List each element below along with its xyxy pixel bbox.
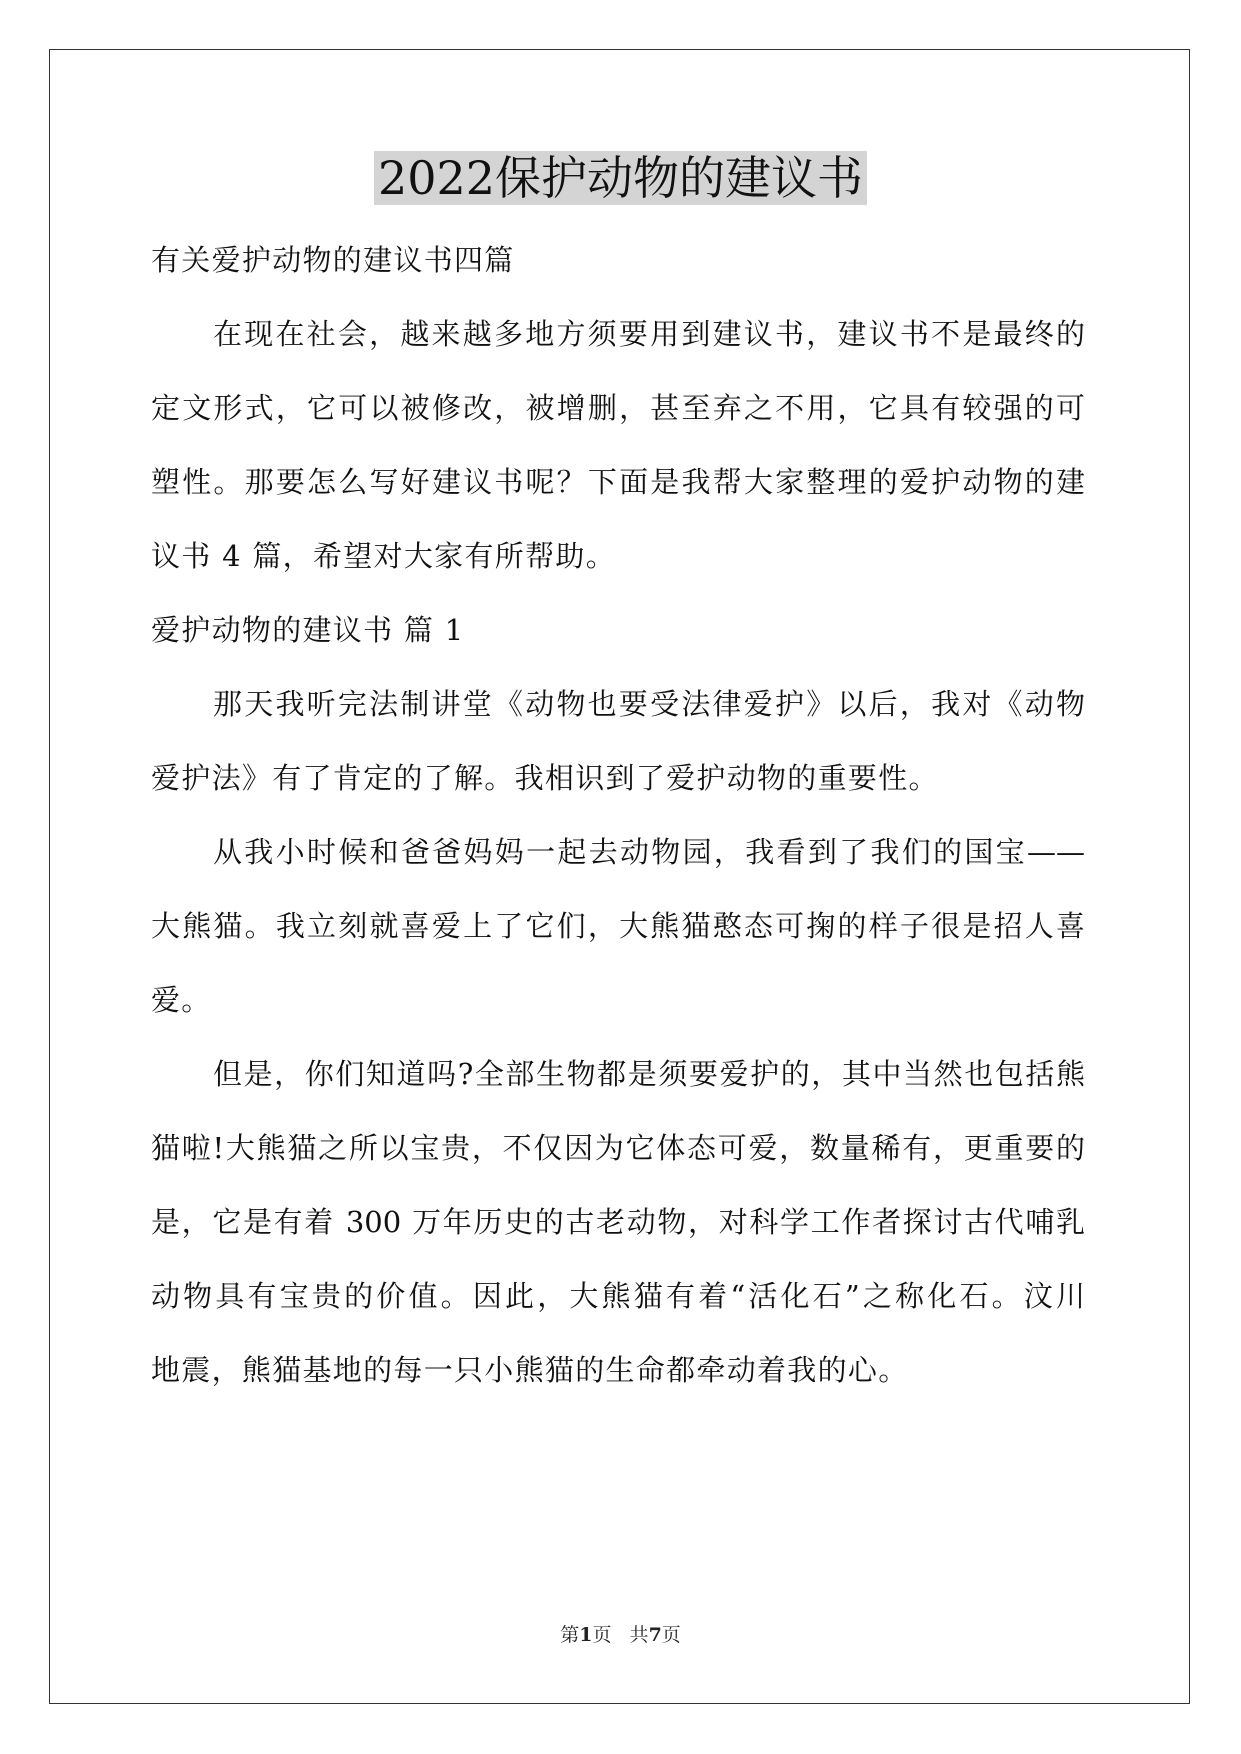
para3-line-2: 猫啦!大熊猫之所以宝贵，不仅因为它体态可爱，数量稀有，更重要的 [151, 1131, 1085, 1165]
intro-line-1: 在现在社会，越来越多地方须要用到建议书，建议书不是最终的 [213, 317, 1085, 351]
section-heading: 爱护动物的建议书 篇 1 [151, 613, 465, 647]
footer-page-number: 1 [579, 1624, 593, 1646]
para3-line-4: 动物具有宝贵的价值。因此，大熊猫有着“活化石”之称化石。汶川 [151, 1279, 1085, 1313]
para3-line-5: 地震，熊猫基地的每一只小熊猫的生命都牵动着我的心。 [151, 1353, 909, 1387]
para2-line-2: 大熊猫。我立刻就喜爱上了它们，大熊猫憨态可掬的样子很是招人喜 [151, 909, 1085, 943]
document-title [0, 146, 1241, 210]
para3-line-1: 但是，你们知道吗?全部生物都是须要爱护的，其中当然也包括熊 [213, 1057, 1085, 1091]
intro-line-3: 塑性。那要怎么写好建议书呢？下面是我帮大家整理的爱护动物的建 [151, 465, 1085, 499]
footer-page-prefix: 第 [560, 1624, 580, 1646]
para1-line-1: 那天我听完法制讲堂《动物也要受法律爱护》以后，我对《动物 [213, 687, 1085, 721]
page-border [49, 49, 1190, 1704]
page-footer [0, 1622, 1241, 1648]
intro-line-2: 定文形式，它可以被修改，被增删，甚至弃之不用，它具有较强的可 [151, 391, 1085, 425]
document-subtitle: 有关爱护动物的建议书四篇 [151, 243, 515, 277]
para2-line-3: 爱。 [151, 983, 212, 1017]
footer-page-mid: 页 共 [592, 1624, 649, 1646]
para1-line-2: 爱护法》有了肯定的了解。我相识到了爱护动物的重要性。 [151, 761, 939, 795]
intro-line-4: 议书 4 篇，希望对大家有所帮助。 [151, 539, 616, 573]
footer-page-suffix: 页 [661, 1624, 681, 1646]
para3-line-3: 是，它是有着 300 万年历史的古老动物，对科学工作者探讨古代哺乳 [151, 1205, 1085, 1239]
footer-page-total: 7 [648, 1624, 662, 1646]
document-title-text: 2022保护动物的建议书 [374, 151, 867, 205]
para2-line-1: 从我小时候和爸爸妈妈一起去动物园，我看到了我们的国宝—— [213, 835, 1085, 869]
